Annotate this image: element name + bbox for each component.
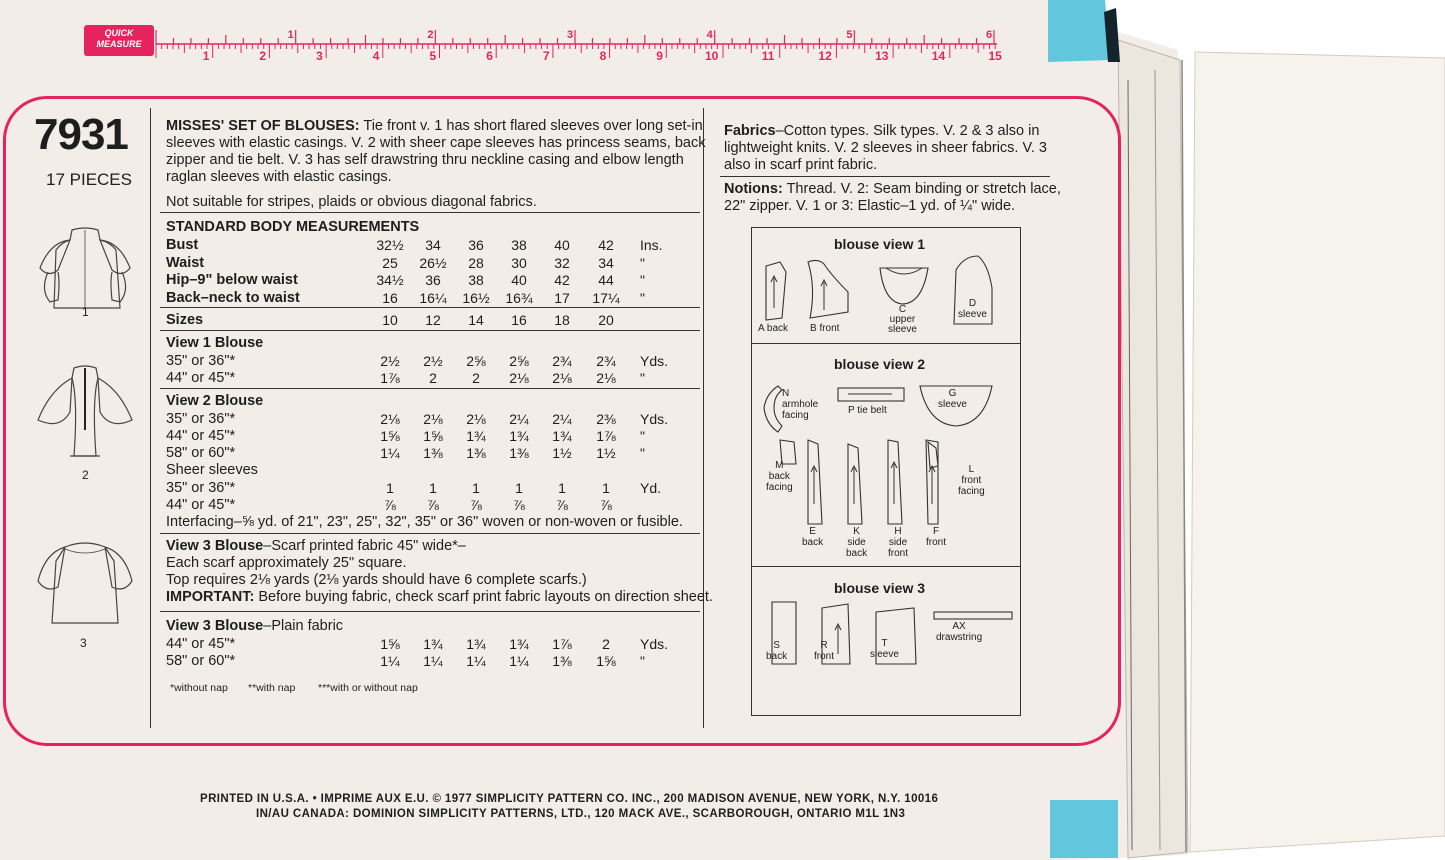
right-divider xyxy=(703,108,704,728)
sheer-row-value: 1 xyxy=(429,480,437,496)
ruler-cm-label: 11 xyxy=(761,49,775,63)
quick-measure-ruler xyxy=(82,22,1002,68)
table-divider xyxy=(160,330,700,331)
sheer-row-value: ⅞ xyxy=(513,497,525,513)
size-value: 14 xyxy=(468,312,484,328)
view3-plain-row-value: 1⅞ xyxy=(552,636,572,652)
view2-row-value: 1⅜ xyxy=(423,445,443,461)
view2-row-label: 58" or 60"* xyxy=(166,445,236,461)
illustration-label-3: 3 xyxy=(80,636,87,650)
diagram-title-view1: blouse view 1 xyxy=(834,236,926,252)
fabrics-divider xyxy=(720,176,1050,177)
description-line-3: zipper and tie belt. V. 3 has self drawstring thru neckline casing and elbow length xyxy=(166,152,684,168)
measurement-row-label: Hip–9" below waist xyxy=(166,272,298,288)
size-value: 12 xyxy=(425,312,441,328)
ruler-cm-label: 6 xyxy=(486,49,493,63)
sheer-row-value: ⅞ xyxy=(470,497,482,513)
view2-row-value: 1¾ xyxy=(552,428,572,444)
fabrics-text-1: –Cotton types. Silk types. V. 2 & 3 also in xyxy=(775,123,1040,139)
piece-k-label: K side back xyxy=(846,526,868,559)
sheer-row-label: 35" or 36"* xyxy=(166,480,236,496)
view2-row-value: 2¼ xyxy=(509,411,529,427)
fabric-note: Not suitable for stripes, plaids or obvious diagonal fabrics. xyxy=(166,194,537,210)
sheer-row-value: 1 xyxy=(558,480,566,496)
piece-l-label: L front facing xyxy=(958,464,985,497)
view2-row-value: 1⅜ xyxy=(466,445,486,461)
notions-label: Notions: xyxy=(724,181,783,197)
ruler-cm-label: 3 xyxy=(316,49,323,63)
piece-e-label: E back xyxy=(802,526,824,548)
measurement-row-label: Bust xyxy=(166,237,199,253)
size-value: 10 xyxy=(382,312,398,328)
piece-count: 17 PIECES xyxy=(46,170,132,189)
measurement-row-value: 16¼ xyxy=(419,289,447,306)
measurement-row-value: 25 xyxy=(382,254,398,271)
view3-scarf-line2: Top requires 2⅛ yards (2⅛ yards should have 6 complete scarfs.) xyxy=(166,572,587,588)
measurement-row-unit: " xyxy=(640,272,645,288)
view3-plain-heading xyxy=(166,618,343,635)
piece-g-label: G sleeve xyxy=(938,388,967,410)
view2-title: View 2 Blouse xyxy=(166,393,264,409)
measurements-title: STANDARD BODY MEASUREMENTS xyxy=(166,219,420,235)
diagram-title-view2: blouse view 2 xyxy=(834,356,926,372)
view1-row-unit: " xyxy=(640,370,645,386)
view2-row-unit: " xyxy=(640,445,645,461)
sheer-row-value: ⅞ xyxy=(384,497,396,513)
piece-t-label: T sleeve xyxy=(870,638,899,660)
sizes-label: Sizes xyxy=(166,312,204,328)
view3-scarf-title-rest: –Scarf printed fabric 45" wide*– xyxy=(263,538,466,554)
measurement-row-value: 28 xyxy=(468,254,484,271)
view3-plain-row-value: 1⅜ xyxy=(552,653,572,669)
interfacing-note: Interfacing–⅝ yd. of 21", 23", 25", 32", 35" or 36" woven or non-woven or fusible. xyxy=(166,514,683,530)
description-line-2: sleeves with elastic casings. V. 2 with sheer cape sleeves has princess seams, back xyxy=(166,135,706,151)
measurement-row-value: 42 xyxy=(554,272,570,288)
illustration-label-2: 2 xyxy=(82,468,89,482)
description-line-4: raglan sleeves with elastic casings. xyxy=(166,169,392,185)
footer-line-2: IN/AU CANADA: DOMINION SIMPLICITY PATTERNS, LTD., 120 MACK AVE., SCARBOROUGH, ONTARIO M1L 1N3 xyxy=(256,808,906,820)
view2-row-value: 1⅝ xyxy=(423,428,443,444)
view1-row-value: 2⅛ xyxy=(509,370,529,386)
footer-line-1: PRINTED IN U.S.A. • IMPRIME AUX E.U. © 1977 SIMPLICITY PATTERN CO. INC., 200 MADISON AVENUE, NEW YORK, N.Y. 10016 xyxy=(200,793,939,805)
piece-r-label: R front xyxy=(814,640,835,662)
ruler-cm-label: 7 xyxy=(542,49,550,63)
piece-p-label: P tie belt xyxy=(848,405,887,416)
ruler-cm-label: 9 xyxy=(656,49,663,63)
measurement-row-unit: Ins. xyxy=(640,237,663,253)
blouse-illustration-view3 xyxy=(30,535,140,635)
size-value: 20 xyxy=(598,312,614,328)
view2-row-value: 1¼ xyxy=(380,445,400,461)
view3-plain-row-unit: " xyxy=(640,653,645,669)
view2-row-value: 1½ xyxy=(596,445,616,461)
ruler-inch-label: 3 xyxy=(567,29,574,41)
piece-b-label: B front xyxy=(810,323,840,334)
measurement-row-value: 40 xyxy=(554,237,570,253)
sheer-row-value: 1 xyxy=(515,480,523,496)
ruler-inch-label: 5 xyxy=(846,29,853,41)
view1-row-unit: Yds. xyxy=(640,353,669,369)
measurement-row-value: 30 xyxy=(511,254,527,271)
measurement-row-value: 38 xyxy=(511,237,527,253)
ruler-cm-label: 5 xyxy=(429,49,437,63)
pattern-pieces-diagram xyxy=(751,227,1021,716)
measurement-row-value: 17 xyxy=(554,289,570,306)
view3-plain-row-value: 1⅝ xyxy=(380,636,400,652)
view3-plain-row-value: 1⅝ xyxy=(596,653,616,669)
view1-row-value: 2⅛ xyxy=(552,370,572,386)
important-label: IMPORTANT: xyxy=(166,589,255,605)
measurement-row-value: 34 xyxy=(425,237,441,253)
fabrics-line-3: also in scarf print fabric. xyxy=(724,157,878,173)
view1-row-label: 44" or 45"* xyxy=(166,370,236,386)
view3-plain-row-value: 1¾ xyxy=(423,636,443,652)
illustration-label-1: 1 xyxy=(82,305,89,319)
view2-row-value: 1⅜ xyxy=(509,445,529,461)
piece-f-label: F front xyxy=(926,526,947,548)
pattern-number: 7931 xyxy=(34,110,128,159)
view2-row-value: 1½ xyxy=(552,445,572,461)
view2-row-value: 2⅛ xyxy=(466,411,486,427)
sheer-row-value: 1 xyxy=(472,480,480,496)
view2-row-value: 1¾ xyxy=(466,428,486,444)
piece-h-label: H side front xyxy=(888,526,909,559)
piece-c-label: C upper sleeve xyxy=(888,304,917,335)
fabrics-line-1 xyxy=(724,123,1039,140)
view2-row-value: 1⅝ xyxy=(380,428,400,444)
piece-a-label: A back xyxy=(758,323,789,334)
view3-plain-row-value: 1¼ xyxy=(423,653,443,669)
view1-row-value: 2½ xyxy=(423,353,443,369)
footnote: ***with or without nap xyxy=(318,682,418,694)
notions-line-2: 22" zipper. V. 1 or 3: Elastic–1 yd. of ¼" wide. xyxy=(724,198,1016,214)
measurement-row-value: 36 xyxy=(425,272,441,288)
view1-row-value: 2 xyxy=(472,370,480,386)
piece-m-label: M back facing xyxy=(766,460,793,493)
ruler-cm-label: 1 xyxy=(202,49,210,63)
view1-row-value: 2⅝ xyxy=(466,353,486,369)
measurement-row-value: 16 xyxy=(382,289,398,306)
measurement-row-value: 32 xyxy=(554,254,570,271)
important-note xyxy=(166,589,713,606)
ruler-inch-label: 4 xyxy=(706,29,713,41)
view2-row-value: 2⅛ xyxy=(380,411,400,427)
view3-plain-row-value: 1¼ xyxy=(466,653,486,669)
sheer-row-value: 1 xyxy=(602,480,610,496)
view1-row-label: 35" or 36"* xyxy=(166,353,236,369)
table-divider xyxy=(160,533,700,534)
quick-measure-badge: QUICK MEASURE xyxy=(84,25,154,56)
view3-plain-title: View 3 Blouse xyxy=(166,618,264,634)
measurement-row-value: 17¼ xyxy=(592,289,620,306)
view3-scarf-title: View 3 Blouse xyxy=(166,538,264,554)
measurement-row-value: 26½ xyxy=(419,254,447,271)
size-value: 18 xyxy=(554,312,570,328)
ruler-cm-label: 13 xyxy=(875,49,889,63)
footnote: **with nap xyxy=(248,682,296,694)
measurement-row-label: Back–neck to waist xyxy=(166,289,300,306)
ruler-inch-label: 6 xyxy=(986,29,993,41)
measurement-row-value: 16¾ xyxy=(505,289,533,306)
view3-scarf-heading xyxy=(166,538,466,555)
piece-s-label: S back xyxy=(766,640,788,662)
measurement-row-value: 34½ xyxy=(376,272,404,288)
sheer-row-value: ⅞ xyxy=(556,497,568,513)
measurement-row-value: 32½ xyxy=(376,237,404,253)
piece-ax-label: AX drawstring xyxy=(936,621,983,643)
ruler-cm-label: 15 xyxy=(988,49,1002,63)
description-line-1 xyxy=(166,118,703,135)
measurement-row-value: 34 xyxy=(598,254,614,271)
view2-row-value: 2⅜ xyxy=(596,411,616,427)
ruler-cm-label: 14 xyxy=(931,49,946,63)
measurement-row-value: 36 xyxy=(468,237,484,253)
sheer-row-label: 44" or 45"* xyxy=(166,497,236,513)
view2-row-value: 2¼ xyxy=(552,411,572,427)
measurement-row-value: 42 xyxy=(598,237,614,253)
fabrics-label: Fabrics xyxy=(724,123,776,139)
description-text-1: Tie front v. 1 has short flared sleeves over long set-in xyxy=(363,118,703,134)
measurement-row-value: 16½ xyxy=(462,289,490,306)
view2-row-value: 2⅛ xyxy=(423,411,443,427)
table-divider xyxy=(160,611,700,612)
piece-n-label: N armhole facing xyxy=(782,388,819,421)
table-divider xyxy=(160,307,700,308)
ruler-cm-label: 4 xyxy=(372,49,380,63)
garment-title: MISSES' SET OF BLOUSES: xyxy=(166,118,360,134)
ruler-cm-label: 10 xyxy=(705,49,719,63)
view3-plain-row-value: 1¾ xyxy=(509,636,529,652)
view2-row-value: 1⅞ xyxy=(596,428,616,444)
view3-scarf-line1: Each scarf approximately 25" square. xyxy=(166,555,407,571)
measurement-row-unit: " xyxy=(640,289,645,306)
view3-plain-row-value: 1¾ xyxy=(466,636,486,652)
view1-title: View 1 Blouse xyxy=(166,335,264,351)
view2-row-label: 35" or 36"* xyxy=(166,411,236,427)
view3-plain-row-label: 58" or 60"* xyxy=(166,653,236,669)
measurement-row-value: 38 xyxy=(468,272,484,288)
ruler-scale xyxy=(82,22,1002,68)
ruler-cm-label: 8 xyxy=(599,49,607,63)
view3-plain-title-rest: –Plain fabric xyxy=(263,618,344,634)
diagram-title-view3: blouse view 3 xyxy=(834,580,926,596)
view3-plain-row-value: 2 xyxy=(602,636,610,652)
view1-row-value: 2¾ xyxy=(596,353,616,369)
ruler-inch-label: 1 xyxy=(287,29,294,41)
table-divider xyxy=(160,388,700,389)
view1-row-value: 2½ xyxy=(380,353,400,369)
size-value: 16 xyxy=(511,312,527,328)
view2-row-unit: Yds. xyxy=(640,411,669,427)
view3-plain-row-value: 1¼ xyxy=(380,653,400,669)
view1-row-value: 1⅞ xyxy=(380,370,400,386)
notions-text-1: Thread. V. 2: Seam binding or stretch lace, xyxy=(786,181,1061,197)
measurement-row-label: Waist xyxy=(166,254,205,271)
view2-row-value: 1¾ xyxy=(509,428,529,444)
ruler-inch-label: 2 xyxy=(427,29,434,41)
piece-d-label: D sleeve xyxy=(958,298,987,320)
note-divider xyxy=(160,212,700,213)
ruler-cm-label: 2 xyxy=(259,49,267,63)
sheer-row-value: ⅞ xyxy=(600,497,612,513)
view3-plain-row-unit: Yds. xyxy=(640,636,669,652)
sheer-row-unit: Yd. xyxy=(640,480,662,496)
measurement-row-unit: " xyxy=(640,254,645,271)
view1-row-value: 2¾ xyxy=(552,353,572,369)
measurement-row-value: 44 xyxy=(598,272,614,288)
view2-row-label: 44" or 45"* xyxy=(166,428,236,444)
measurement-row-value: 40 xyxy=(511,272,527,288)
footnote: *without nap xyxy=(170,682,228,694)
view2-row-unit: " xyxy=(640,428,645,444)
important-text: Before buying fabric, check scarf print fabric layouts on direction sheet. xyxy=(258,589,713,605)
blouse-illustration-view2 xyxy=(30,360,140,470)
notions-line-1 xyxy=(724,181,1061,198)
view1-row-value: 2⅝ xyxy=(509,353,529,369)
fabrics-line-2: lightweight knits. V. 2 sleeves in sheer fabrics. V. 3 xyxy=(724,140,1047,156)
view1-row-value: 2⅛ xyxy=(596,370,616,386)
sheer-sleeves-label: Sheer sleeves xyxy=(166,462,258,478)
view3-plain-row-value: 1¼ xyxy=(509,653,529,669)
sheer-row-value: 1 xyxy=(386,480,394,496)
view3-plain-row-label: 44" or 45"* xyxy=(166,636,236,652)
sheer-row-value: ⅞ xyxy=(427,497,439,513)
ruler-cm-label: 12 xyxy=(818,49,832,63)
left-divider xyxy=(150,108,151,728)
view1-row-value: 2 xyxy=(429,370,437,386)
